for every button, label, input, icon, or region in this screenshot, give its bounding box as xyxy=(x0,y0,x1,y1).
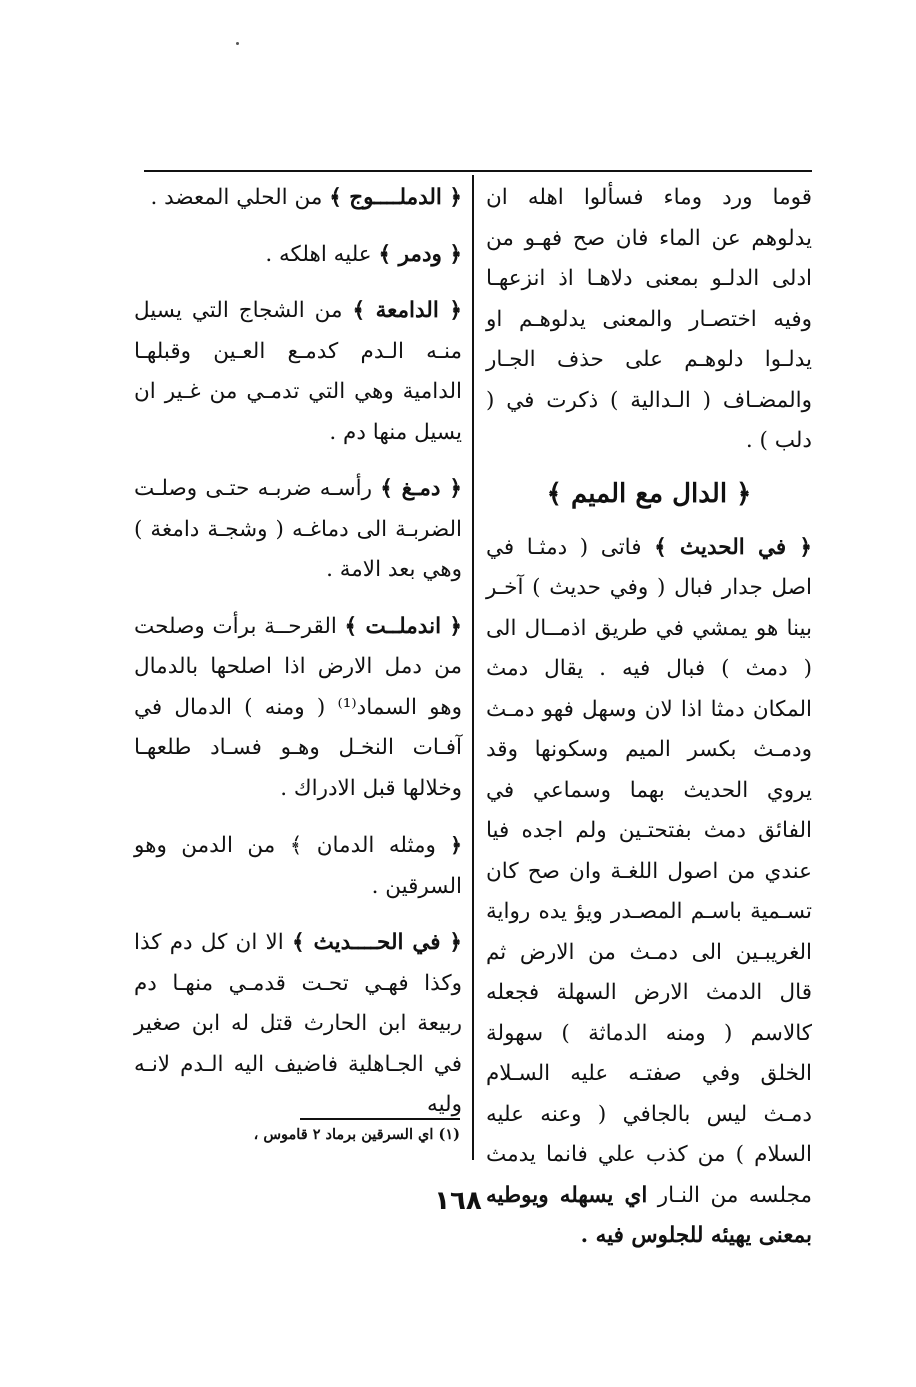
scan-speck xyxy=(236,42,239,45)
entry-keyword: ﴿ ودمر ﴾ xyxy=(378,241,462,267)
entry-text: فاتى ( دمثـا في اصل جدار فبال ( وفي حديث ) آخـر بينا هو يمشي في طريق اذمــال الى ( دمث ) فبال فيه . يقال دمث المكان دمثا اذا لان وسهل فهو دمـث ودمـث بكسر الميم وسكونها وقد يروي الحديث بهما وسماعي في الفائق دمث بفتحتـين ولم اجده فيا عندي من اصول اللغـة وان صح كان تسـمية باسـم المصـدر ويؤ يده رواية الغريبـين الى دمـث من الارض ثم قال الدمث الارض السهلة فجعله كالاسم ( ومنه الدماثة ) سهولة الخلق وفي صفتـه عليه السـلام دمـث ليس بالجافي ( وعنه عليه السلام ) من كذب علي فانما يدمث مجلسه من النـار xyxy=(486,534,812,1208)
top-rule xyxy=(144,170,812,172)
entry-damia xyxy=(134,291,462,453)
entry-hadith-dam xyxy=(134,923,462,1126)
entry-keyword: ﴿ الدملــــوج ﴾ xyxy=(329,185,462,210)
entry-damagh xyxy=(134,469,462,591)
entry-indamalat xyxy=(134,607,462,810)
continuation-paragraph: قوما ورد وماء فسألوا اهله ان يدلوهم عن الماء فان صح فهـو من ادلى الدلـو بمعنى دلاهـا اذ انزعهـا وفيه اختصـار والمعنى يدلوهـم او يدلـوا دلوهـم على حذف الجـار والمضـاف ( الـدالية ) ذكرت في ( دلب ) . xyxy=(486,185,812,453)
entry-text: من الحلي المعضد . xyxy=(150,185,330,210)
entry-dammar xyxy=(134,235,462,276)
entry-text: الا ان كل دم كذا وكذا فهـي تحـت قدمـي منهـا دم ربيعة ابن الحارث قتل له ابن صغير في الجـاهلية فاضيف اليه الـدم لانـه وليه xyxy=(134,930,462,1117)
entry-text: من الشجاج التي يسيل منـه الـدم كدمـع العـين وقبلهـا الدامية وهي التي تدمـي من غـير ان يسيل منها دم . xyxy=(134,298,462,445)
entry-keyword: ﴿ في الحديث ﴾ xyxy=(654,534,812,560)
entry-keyword: ﴿ اندملــت ﴾ xyxy=(344,613,462,639)
entry-text: رأسـه ضربـه حتـى وصلـت الضربـة الى دماغـه ( وشجـة دامغة ) وهي بعد الامة . xyxy=(134,476,462,582)
entry-keyword: ﴿ دمـغ ﴾ xyxy=(380,476,462,501)
entry-text: القرحــة برأت وصلحت من دمل الارض اذا اصلحها بالدمال وهو السماد⁽¹⁾ ( ومنه ) الدمال في آفـات النخـل وهـو فسـاد طلعهـا وخلالها قبل الادراك . xyxy=(134,613,462,801)
entry-dimman xyxy=(134,825,462,907)
left-column xyxy=(134,178,462,1142)
entry-keyword: ﴿ الدامعة ﴾ xyxy=(352,298,462,323)
hadith-entry xyxy=(486,528,812,1257)
entry-dumluj xyxy=(134,178,462,219)
entry-text: ومثله الدمان ﴾ من الدمن وهو السرقين . xyxy=(134,833,462,899)
column-divider xyxy=(472,175,474,1160)
entry-open-bracket: ﴿ xyxy=(450,833,462,857)
right-column xyxy=(486,178,812,1273)
footnote: (١) اي السرقين برماد ٢ قاموس ، xyxy=(253,1126,460,1143)
entry-bold-ending: اي يسهله ويوطيه بمعنى يهيئه للجلوس فيه . xyxy=(486,1182,812,1248)
section-heading: ﴿ الدال مع الميم ﴾ xyxy=(546,478,752,509)
entry-text: عليه اهلكه . xyxy=(265,241,379,267)
entry-keyword: ﴿ في الحــــديث ﴾ xyxy=(292,930,463,955)
page-number: ١٦٨ xyxy=(434,1186,482,1216)
footnote-rule xyxy=(300,1118,460,1120)
